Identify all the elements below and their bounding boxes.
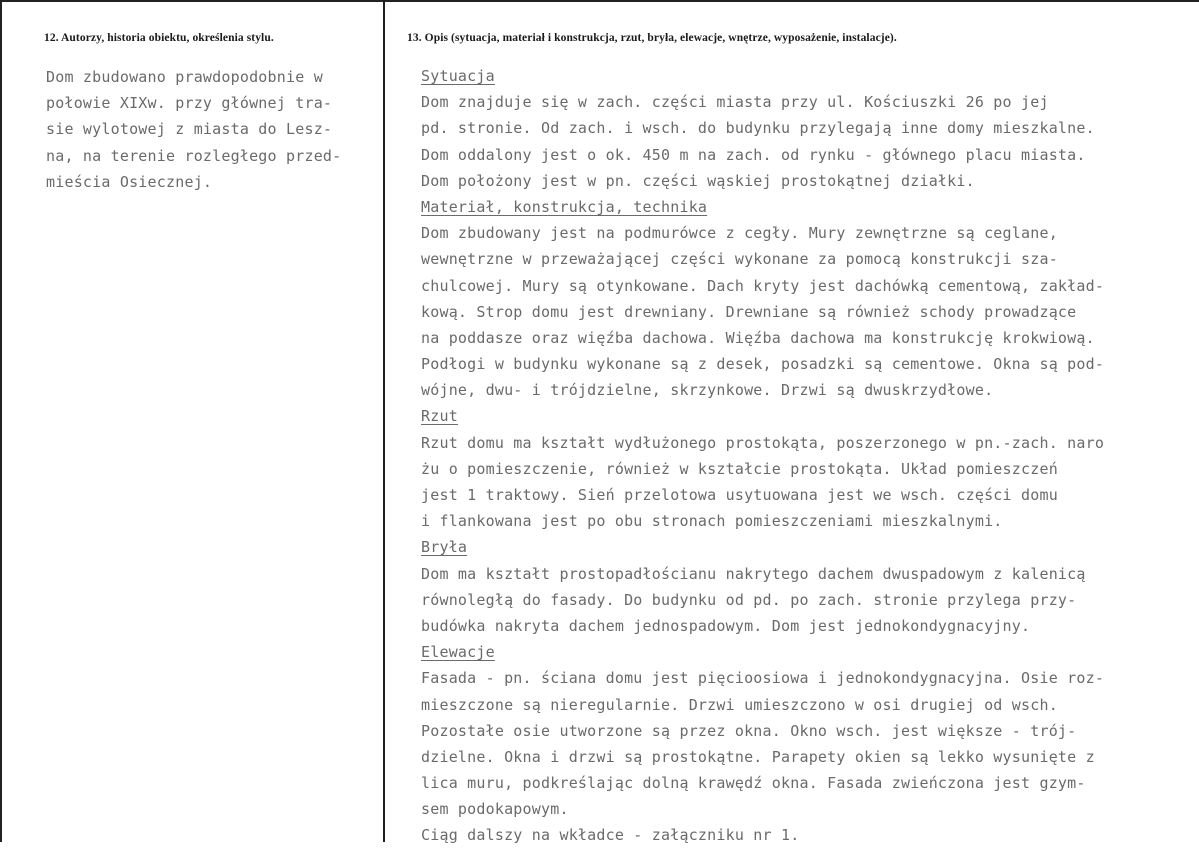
text-line: połowie XIXw. przy głównej tra- [46,94,333,113]
text-line: Dom ma kształt prostopadłościanu nakrytego dachem dwuspadowym z kalenicą [421,564,1086,583]
text-line: na, na terenie rozległego przed- [46,146,342,165]
column-divider [383,0,385,842]
section-12 [44,29,374,195]
text-line: dzielne. Okna i drzwi są prostokątne. Parapety okien są lekko wysunięte z [421,747,1095,766]
section-13 [407,29,1187,849]
text-line: żu o pomieszczenie, również w kształcie prostokąta. Układ pomieszczeń [421,459,1058,478]
text-line: Dom oddalony jest o ok. 450 m na zach. od rynku - głównego placu miasta. [421,145,1086,164]
subsection-heading: Bryła [421,538,468,557]
text-line: Dom położony jest w pn. części wąskiej prostokątnej działki. [421,171,975,190]
text-line: równoległą do fasady. Do budynku od pd. po zach. stronie przylega przy- [421,590,1077,609]
text-line: lica muru, podkreślając dolną krawędź okna. Fasada zwieńczona jest gzym- [421,774,1086,793]
text-line: Fasada - pn. ściana domu jest pięcioosiowa i jednokondygnacyjna. Osie roz- [421,669,1105,688]
text-line: chulcowej. Mury są otynkowane. Dach kryty jest dachówką cementową, zakład- [421,276,1105,295]
text-line: sie wylotowej z miasta do Lesz- [46,120,333,139]
text-line: pd. stronie. Od zach. i wsch. do budynku przylegają inne domy mieszkalne. [421,119,1095,138]
subsection-heading: Rzut [421,407,458,426]
text-line: Podłogi w budynku wykonane są z desek, posadzki są cementowe. Okna są pod- [421,355,1105,374]
section-13-header: 13. Opis (sytuacja, materiał i konstrukcja, rzut, bryła, elewacje, wnętrze, wyposażenie, instalacje). [407,32,897,44]
text-line: Rzut domu ma kształt wydłużonego prostokąta, poszerzonego w pn.-zach. naro [421,433,1105,452]
text-line: Dom zbudowany jest na podmurówce z cegły. Mury zewnętrzne są ceglane, [421,224,1058,243]
section-12-header: 12. Autorzy, historia obiektu, określenia stylu. [44,32,274,44]
subsection-heading: Sytuacja [421,67,495,85]
text-line: Dom zbudowano prawdopodobnie w [46,68,323,86]
subsection-heading: Materiał, konstrukcja, technika [421,197,708,216]
text-line: wewnętrzne w przeważającej części wykonane za pomocą konstrukcji sza- [421,250,1058,269]
text-line: i flankowana jest po obu stronach pomieszczeniami mieszkalnymi. [421,512,1003,531]
text-line: Dom znajduje się w zach. części miasta przy ul. Kościuszki 26 po jej [421,93,1049,112]
text-line: jest 1 traktowy. Sień przelotowa usytuowana jest we wsch. części domu [421,486,1058,504]
text-line: mieszczone są nieregularnie. Drzwi umieszczono w osi drugiej od wsch. [421,695,1058,714]
section-13-text [421,63,1187,849]
text-line: mieścia Osiecznej. [46,172,213,191]
subsection-heading: Elewacje [421,643,495,662]
text-line: kową. Strop domu jest drewniany. Drewniane są również schody prowadzące [421,302,1077,321]
text-line: Pozostałe osie utworzone są przez okna. Okno wsch. jest większe - trój- [421,721,1077,740]
text-line: na poddasze oraz więźba dachowa. Więźba dachowa ma konstrukcję krokwiową. [421,328,1095,347]
text-line: Ciąg dalszy na wkładce - załączniku nr 1. [421,826,800,845]
text-line: wójne, dwu- i trójdzielne, skrzynkowe. Drzwi są dwuskrzydłowe. [421,381,994,400]
text-line: sem podokapowym. [421,800,569,819]
section-12-text [46,64,374,195]
text-line: budówka nakryta dachem jednospadowym. Dom jest jednokondygnacyjny. [421,616,1031,635]
